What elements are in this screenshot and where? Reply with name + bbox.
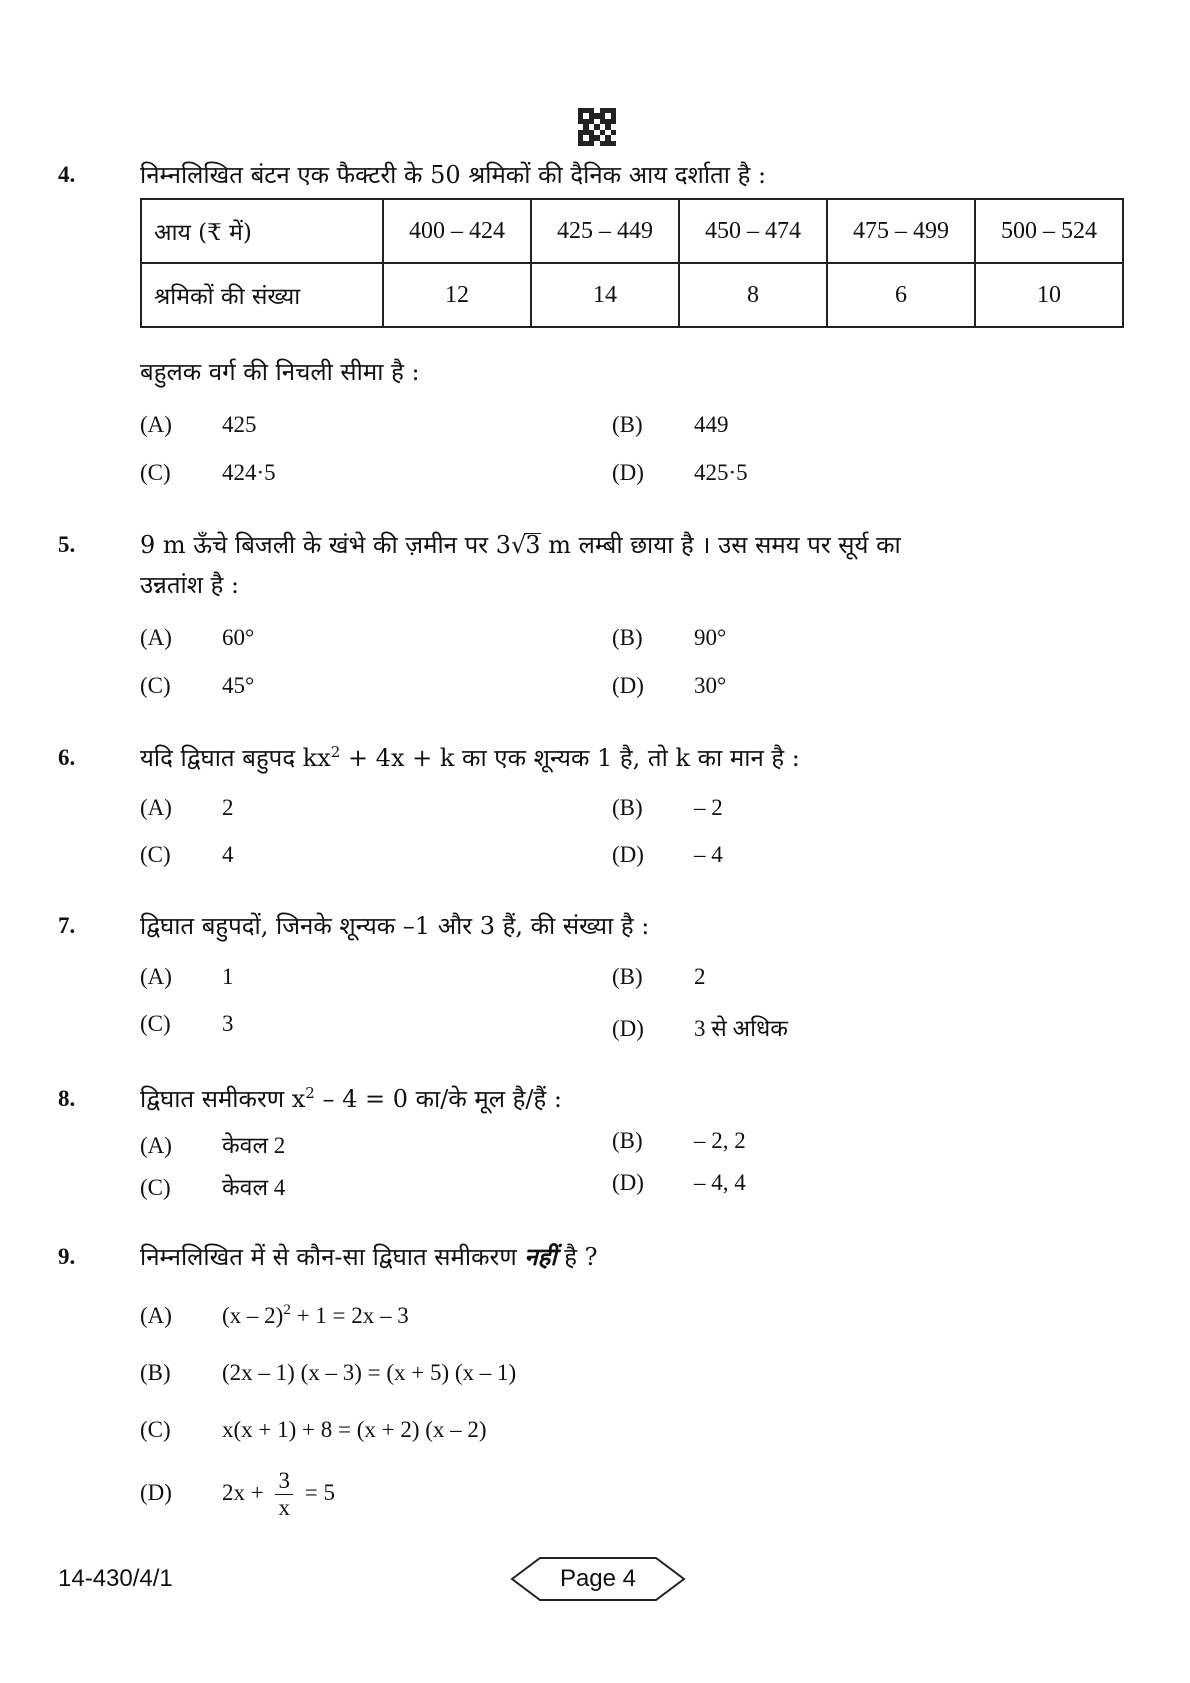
option-value: – 4, 4 [694,1170,746,1195]
option-value: x(x + 1) + 8 = (x + 2) (x – 2) [222,1417,487,1442]
option-value: 425·5 [694,460,748,485]
option-a[interactable]: (A) (x – 2)$^2$ + 1 = 2x – 3 [140,1302,409,1328]
sqrt-operand: 3 [525,531,541,559]
option-c[interactable]: (C) 45° [140,673,255,698]
question-number: 7. [58,913,76,938]
option-c[interactable]: (C) 3 [140,1011,234,1036]
option-c[interactable]: (C) 424·5 [140,460,276,485]
option-a[interactable]: (A) 1 [140,964,234,989]
option-value: 1 [222,964,234,989]
option-value: 2 [222,795,234,820]
option-b[interactable]: (B) 90° [612,625,727,650]
table-row-workers [141,263,1123,327]
option-b[interactable]: (B) (2x – 1) (x – 3) = (x + 5) (x – 1) [140,1360,517,1385]
option-value: केवल 2 [222,1133,286,1158]
paper-code: 14-430/4/1 [58,1565,173,1592]
option-value: 30° [694,673,727,698]
option-value: – 2 [694,795,723,820]
question-text: द्विघात बहुपदों, जिनके शून्यक –1 और 3 हैं, की संख्या है : [140,912,650,940]
question-prompt: बहुलक वर्ग की निचली सीमा है : [140,358,420,386]
option-d[interactable]: (D) 2x + $\frac{3}{x}$ = 5 [140,1468,335,1520]
option-value: (2x – 1) (x – 3) = (x + 5) (x – 1) [222,1360,517,1385]
option-value: – 4 [694,842,723,867]
question-text: 9 m ऊँचे बिजली के खंभे की ज़मीन पर 3√3 m लम्बी छाया है । उस समय पर सूर्य का उन्नतांश है : [140,531,901,599]
option-value: 4 [222,842,234,867]
emphasis-not: नहीं [524,1242,557,1271]
option-c[interactable]: (C) x(x + 1) + 8 = (x + 2) (x – 2) [140,1417,487,1442]
option-value: 3 से अधिक [694,1016,788,1041]
page-label: Page 4 [559,1565,637,1592]
option-b[interactable]: (B) 449 [612,412,729,437]
table-cell-frequency: 14 [531,263,679,327]
option-b[interactable]: (B) 2 [612,964,706,989]
option-d[interactable]: (D) 425·5 [612,460,748,485]
option-d[interactable]: (D) – 4 [612,842,723,867]
table-cell-class: 425 – 449 [531,199,679,263]
option-a[interactable]: (A) 425 [140,412,257,437]
option-value: 3 [222,1011,234,1036]
option-d[interactable]: (D) 3 से अधिक [612,1016,788,1041]
table-cell-class: 400 – 424 [383,199,531,263]
option-value: 424·5 [222,460,276,485]
option-a[interactable]: (A) केवल 2 [140,1133,286,1158]
table-cell-frequency: 12 [383,263,531,327]
option-value: 449 [694,412,729,437]
table-row-income [141,199,1123,263]
option-c[interactable]: (C) 4 [140,842,234,867]
option-value: – 2, 2 [694,1128,746,1153]
option-value: 60° [222,625,255,650]
question-number: 8. [58,1086,76,1111]
table-header-income: आय (₹ में) [141,199,383,263]
question-number: 5. [58,532,76,557]
table-cell-class: 475 – 499 [827,199,975,263]
table-cell-class: 450 – 474 [679,199,827,263]
option-b[interactable]: (B) – 2, 2 [612,1128,746,1153]
option-d[interactable]: (D) – 4, 4 [612,1170,746,1195]
table-header-workers: श्रमिकों की संख्या [141,263,383,327]
fraction: $\frac{3}{x}$ [275,1468,293,1521]
question-text: निम्नलिखित बंटन एक फैक्टरी के 50 श्रमिकों की दैनिक आय दर्शाता है : [140,161,767,189]
question-text: यदि द्विघात बहुपद $kx^2 + 4x + k$ का एक शून्यक 1 है, तो k का मान है : [140,743,800,772]
question-text: निम्नलिखित में से कौन-सा द्विघात समीकरण नहीं है ? [140,1242,598,1271]
option-value: 45° [222,673,255,698]
question-text: द्विघात समीकरण $x^2 - 4 = 0$ का/के मूल है/हैं : [140,1084,562,1113]
option-d[interactable]: (D) 30° [612,673,727,698]
question-number: 9. [58,1244,76,1269]
option-value: 2 [694,964,706,989]
option-a[interactable]: (A) 2 [140,795,234,820]
page-number-badge [510,1556,686,1602]
option-b[interactable]: (B) – 2 [612,795,723,820]
table-cell-frequency: 10 [975,263,1123,327]
income-distribution-table [140,198,1124,328]
option-value: 425 [222,412,257,437]
table-cell-frequency: 6 [827,263,975,327]
option-c[interactable]: (C) केवल 4 [140,1175,286,1200]
table-cell-class: 500 – 524 [975,199,1123,263]
option-value: 90° [694,625,727,650]
question-number: 6. [58,745,76,770]
option-value: केवल 4 [222,1175,286,1200]
option-a[interactable]: (A) 60° [140,625,255,650]
table-cell-frequency: 8 [679,263,827,327]
question-number: 4. [58,162,76,187]
qr-code-icon [578,108,616,146]
